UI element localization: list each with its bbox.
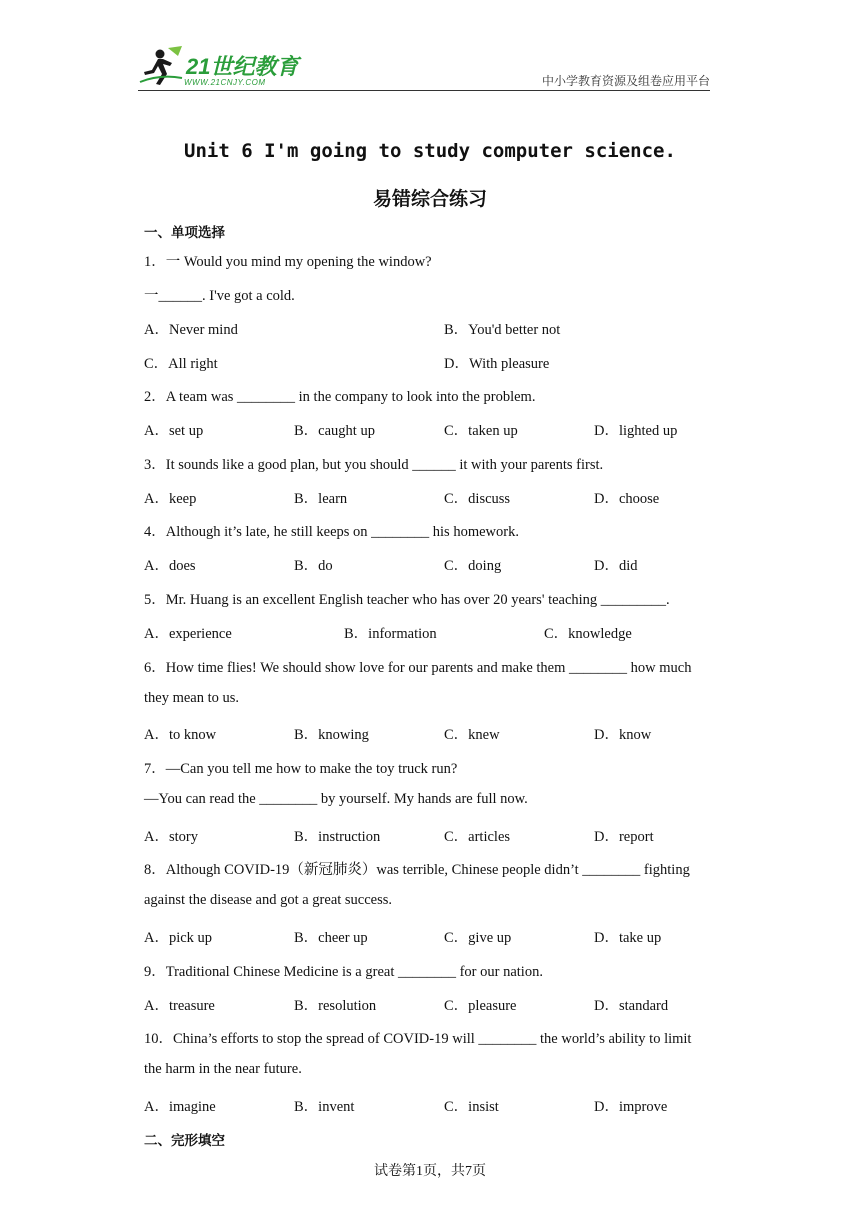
question-1-option-a: A．Never mind [144, 322, 238, 338]
question-8-line-2: against the disease and got a great success. [144, 892, 393, 908]
question-8-option-b: B．cheer up [294, 930, 368, 946]
question-9-option-a: A．treasure [144, 998, 215, 1014]
platform-name: 中小学教育资源及组卷应用平台 [541, 74, 710, 88]
question-3-line-1: 3．It sounds like a good plan, but you should ______ it with your parents first. [144, 457, 604, 473]
question-7-option-d: D．report [594, 829, 654, 845]
question-8-option-d: D．take up [594, 930, 662, 946]
question-3-option-c: C．discuss [444, 491, 511, 507]
question-4-line-1: 4．Although it’s late, he still keeps on ________ his homework. [144, 524, 519, 540]
question-2-option-c: C．taken up [444, 423, 518, 439]
question-6-option-b: B．knowing [294, 727, 369, 743]
question-9-option-d: D．standard [594, 998, 669, 1014]
question-3-option-b: B．learn [294, 491, 348, 507]
logo-text: 21世纪教育 [186, 54, 299, 79]
question-5-option-a: A．experience [144, 626, 232, 642]
question-10-line-2: the harm in the near future. [144, 1061, 302, 1077]
question-5-option-c: C．knowledge [544, 626, 632, 642]
question-2-option-b: B．caught up [294, 423, 375, 439]
question-4-option-c: C．doing [444, 558, 502, 574]
question-8-line-1: 8．Although COVID-19（新冠肺炎）was terrible, Chinese people didn’t ________ fighting [144, 862, 690, 878]
question-9-line-1: 9．Traditional Chinese Medicine is a great ________ for our nation. [144, 964, 543, 980]
question-6-line-1: 6．How time flies! We should show love for our parents and make them ________ how much [144, 660, 692, 676]
question-10-option-a: A．imagine [144, 1099, 216, 1115]
question-4-option-a: A．does [144, 558, 196, 574]
question-5-option-b: B．information [344, 626, 437, 642]
question-1-line-2: 一______. I've got a cold. [144, 288, 295, 304]
question-6-option-a: A．to know [144, 727, 217, 743]
question-8-option-c: C．give up [444, 930, 512, 946]
question-1-option-b: B．You'd better not [444, 322, 561, 338]
section-heading-cloze: 二、完形填空 [144, 1133, 225, 1149]
question-3-option-a: A．keep [144, 491, 197, 507]
question-7-option-c: C．articles [444, 829, 511, 845]
question-2-line-1: 2．A team was ________ in the company to look into the problem. [144, 389, 536, 405]
question-7-line-1: 7．—Can you tell me how to make the toy truck run? [144, 761, 458, 777]
question-7-option-a: A．story [144, 829, 198, 845]
runner-logo-icon [138, 44, 184, 88]
question-4-option-b: B．do [294, 558, 333, 574]
logo-url: WWW.21CNJY.COM [184, 78, 266, 87]
question-6-line-2: they mean to us. [144, 690, 240, 706]
question-9-option-c: C．pleasure [444, 998, 517, 1014]
logo [138, 44, 308, 88]
question-4-option-d: D．did [594, 558, 638, 574]
question-6-option-d: D．know [594, 727, 652, 743]
page-header [138, 44, 710, 91]
question-10-option-c: C．insist [444, 1099, 499, 1115]
question-10-option-b: B．invent [294, 1099, 355, 1115]
question-2-option-a: A．set up [144, 423, 204, 439]
question-7-line-2: —You can read the ________ by yourself. My hands are full now. [144, 791, 528, 807]
question-1-line-1: 1．一 Would you mind my opening the window? [144, 254, 432, 270]
question-6-option-c: C．knew [444, 727, 500, 743]
question-1-option-d: D．With pleasure [444, 356, 550, 372]
question-7-option-b: B．instruction [294, 829, 381, 845]
question-3-option-d: D．choose [594, 491, 660, 507]
question-9-option-b: B．resolution [294, 998, 377, 1014]
document-title: Unit 6 I'm going to study computer science. [184, 140, 676, 162]
section-heading-single-choice: 一、单项选择 [144, 225, 225, 241]
question-10-line-1: 10．China’s efforts to stop the spread of COVID-19 will ________ the world’s ability to limit [144, 1031, 692, 1047]
question-1-option-c: C．All right [144, 356, 218, 372]
question-8-option-a: A．pick up [144, 930, 213, 946]
question-2-option-d: D．lighted up [594, 423, 678, 439]
question-5-line-1: 5．Mr. Huang is an excellent English teacher who has over 20 years' teaching _________. [144, 592, 670, 608]
page-footer: 试卷第1页，共7页 [374, 1164, 486, 1179]
document-subtitle: 易错综合练习 [372, 188, 487, 210]
question-10-option-d: D．improve [594, 1099, 668, 1115]
